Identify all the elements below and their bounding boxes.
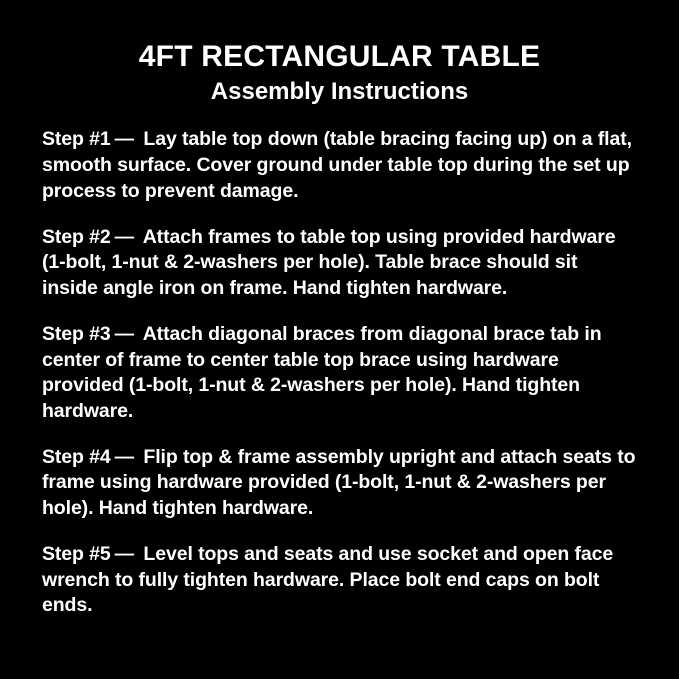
page-subtitle: Assembly Instructions bbox=[210, 78, 469, 105]
step-dash: — bbox=[114, 128, 135, 151]
page-title: 4FT RECTANGULAR TABLE bbox=[138, 40, 541, 73]
step-text: Attach frames to table top using provided hardware (1-bolt, 1-nut & 2-washers per hole). Table brace should sit inside angle iron on frame. Hand tighten hardware. bbox=[42, 225, 616, 300]
step-label: Step #2 bbox=[42, 225, 111, 248]
step-item bbox=[42, 445, 637, 522]
steps-list bbox=[42, 127, 637, 619]
step-dash: — bbox=[114, 542, 135, 565]
step-label: Step #3 bbox=[42, 322, 111, 345]
step-item bbox=[42, 322, 637, 425]
step-label: Step #4 bbox=[42, 445, 111, 468]
step-dash: — bbox=[114, 445, 135, 468]
step-label: Step #1 bbox=[42, 128, 111, 151]
step-item bbox=[42, 127, 637, 204]
step-item bbox=[42, 542, 637, 619]
step-dash: — bbox=[114, 322, 135, 345]
step-dash: — bbox=[114, 225, 135, 248]
step-text: Flip top & frame assembly upright and attach seats to frame using hardware provided (1-bolt, 1-nut & 2-washers per hole). Hand tighten hardware. bbox=[42, 445, 636, 520]
step-label: Step #5 bbox=[42, 542, 111, 565]
step-text: Lay table top down (table bracing facing up) on a flat, smooth surface. Cover ground under table top during the set up process to prevent damage. bbox=[42, 128, 632, 202]
step-text: Attach diagonal braces from diagonal brace tab in center of frame to center table top brace using hardware provided (1-bolt, 1-nut & 2-washers per hole). Hand tighten hardware. bbox=[42, 322, 602, 422]
step-item bbox=[42, 225, 637, 302]
step-text: Level tops and seats and use socket and open face wrench to fully tighten hardware. Place bolt end caps on bolt ends. bbox=[42, 542, 614, 617]
